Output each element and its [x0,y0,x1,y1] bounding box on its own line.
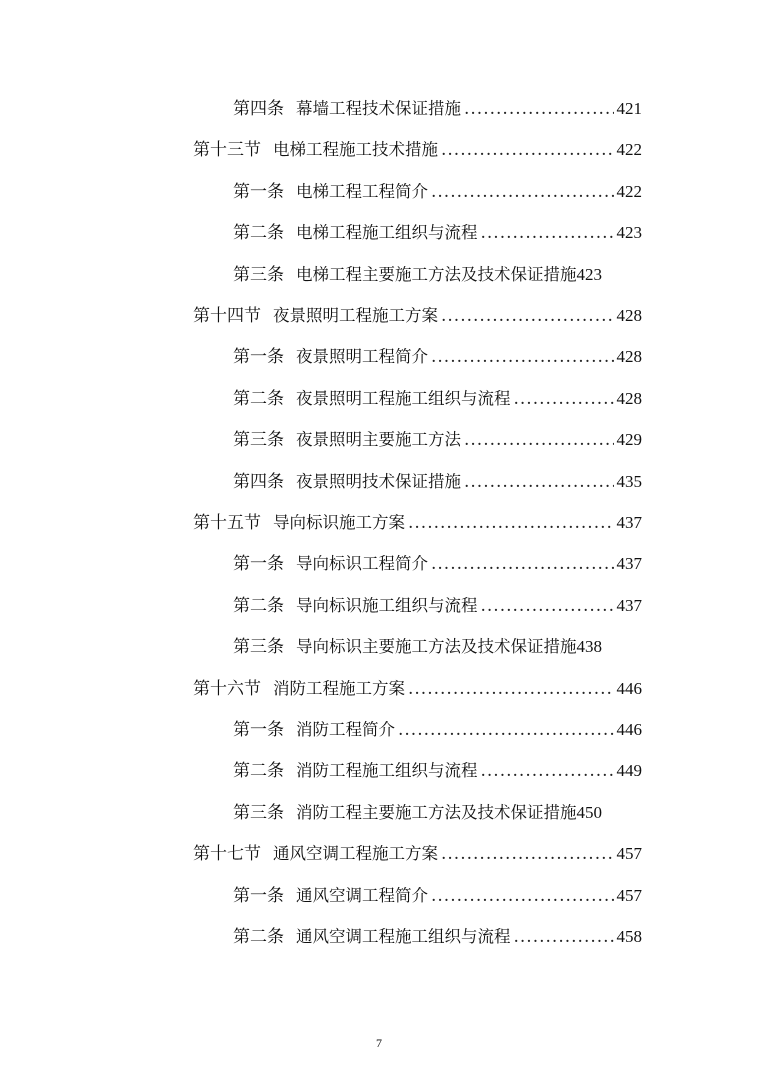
toc-entry-page: 450 [576,803,602,822]
toc-entry-title: 消防工程简介 [296,720,395,739]
toc-entry-title: 夜景照明工程施工方案 [273,306,438,325]
toc-entry-page: 449 [616,761,642,780]
toc-leader-dots [464,471,614,493]
toc-leader-dots [431,346,614,368]
toc-entry-number: 第一条 [233,886,284,906]
toc-entry-page: 446 [616,679,642,698]
toc-article-entry[interactable] [233,760,642,782]
toc-leader-dots [398,719,614,741]
toc-entry-number: 第一条 [233,554,284,574]
toc-section-entry[interactable] [193,139,642,161]
toc-article-entry[interactable] [233,636,642,658]
toc-article-entry[interactable] [233,926,642,948]
toc-entry-page: 437 [616,513,642,532]
toc-entry-page: 437 [616,554,642,573]
toc-section-entry[interactable] [193,843,642,865]
toc-entry-title: 导向标识主要施工方法及技术保证措施 [296,637,577,656]
toc-entry-number: 第三条 [233,265,284,285]
toc-leader-dots [441,843,614,865]
toc-article-entry[interactable] [233,719,642,741]
toc-entry-number: 第二条 [233,761,284,781]
toc-leader-dots [431,885,614,907]
toc-leader-dots [514,388,614,410]
toc-entry-page: 446 [616,720,642,739]
toc-entry-number: 第十七节 [193,844,261,864]
toc-article-entry[interactable] [233,181,642,203]
toc-leader-dots [431,553,614,575]
toc-entry-page: 422 [616,140,642,159]
toc-entry-title: 夜景照明工程施工组织与流程 [296,389,511,408]
toc-section-entry[interactable] [193,678,642,700]
toc-article-entry[interactable] [233,553,642,575]
toc-entry-number: 第二条 [233,389,284,409]
toc-entry-page: 423 [576,265,602,284]
toc-entry-title: 导向标识工程简介 [296,554,428,573]
toc-entry-title: 夜景照明工程简介 [296,347,428,366]
toc-article-entry[interactable] [233,346,642,368]
toc-entry-title: 幕墙工程技术保证措施 [296,99,461,118]
toc-entry-page: 458 [616,927,642,946]
toc-section-entry[interactable] [193,512,642,534]
toc-leader-dots [481,760,614,782]
toc-leader-dots [431,181,614,203]
toc-entry-number: 第三条 [233,803,284,823]
toc-entry-page: 457 [616,886,642,905]
toc-entry-page: 422 [616,182,642,201]
toc-leader-dots [464,98,614,120]
toc-entry-number: 第十六节 [193,679,261,699]
toc-article-entry[interactable] [233,595,642,617]
toc-entry-title: 导向标识施工方案 [273,513,405,532]
toc-entry-page: 429 [616,430,642,449]
toc-entry-number: 第二条 [233,596,284,616]
toc-leader-dots [481,595,614,617]
toc-article-entry[interactable] [233,429,642,451]
toc-entry-number: 第四条 [233,472,284,492]
toc-entry-number: 第一条 [233,347,284,367]
toc-entry-number: 第三条 [233,637,284,657]
toc-entry-number: 第十五节 [193,513,261,533]
toc-entry-number: 第一条 [233,720,284,740]
toc-entry-number: 第三条 [233,430,284,450]
toc-entry-page: 435 [616,472,642,491]
toc-article-entry[interactable] [233,264,642,286]
toc-entry-title: 电梯工程施工技术措施 [273,140,438,159]
toc-article-entry[interactable] [233,388,642,410]
toc-leader-dots [514,926,614,948]
toc-article-entry[interactable] [233,802,642,824]
toc-entry-page: 428 [616,347,642,366]
toc-leader-dots [464,429,614,451]
toc-entry-title: 夜景照明主要施工方法 [296,430,461,449]
toc-leader-dots [441,305,614,327]
toc-leader-dots [408,678,614,700]
toc-entry-page: 457 [616,844,642,863]
toc-entry-title: 消防工程主要施工方法及技术保证措施 [296,803,577,822]
toc-entry-page: 428 [616,389,642,408]
toc-entry-page: 437 [616,596,642,615]
toc-entry-title: 通风空调工程施工组织与流程 [296,927,511,946]
toc-leader-dots [441,139,614,161]
toc-entry-title: 消防工程施工方案 [273,679,405,698]
toc-entry-title: 电梯工程工程简介 [296,182,428,201]
toc-article-entry[interactable] [233,98,642,120]
toc-entry-title: 通风空调工程简介 [296,886,428,905]
toc-entry-page: 421 [616,99,642,118]
toc-entry-number: 第二条 [233,223,284,243]
toc-entry-page: 428 [616,306,642,325]
toc-article-entry[interactable] [233,471,642,493]
toc-entry-number: 第十四节 [193,306,261,326]
toc-leader-dots [408,512,614,534]
toc-entry-number: 第二条 [233,927,284,947]
toc-entry-page: 423 [616,223,642,242]
toc-section-entry[interactable] [193,305,642,327]
toc-entry-title: 消防工程施工组织与流程 [296,761,478,780]
toc-entry-number: 第十三节 [193,140,261,160]
toc-article-entry[interactable] [233,885,642,907]
toc-leader-dots [481,222,614,244]
toc-entry-number: 第四条 [233,99,284,119]
toc-entry-title: 导向标识施工组织与流程 [296,596,478,615]
toc-article-entry[interactable] [233,222,642,244]
toc-entry-title: 通风空调工程施工方案 [273,844,438,863]
toc-entry-number: 第一条 [233,182,284,202]
toc-entry-page: 438 [576,637,602,656]
page-number: 7 [376,1036,382,1050]
toc-entry-title: 电梯工程施工组织与流程 [296,223,478,242]
toc-entry-title: 电梯工程主要施工方法及技术保证措施 [296,265,577,284]
toc-entry-title: 夜景照明技术保证措施 [296,472,461,491]
